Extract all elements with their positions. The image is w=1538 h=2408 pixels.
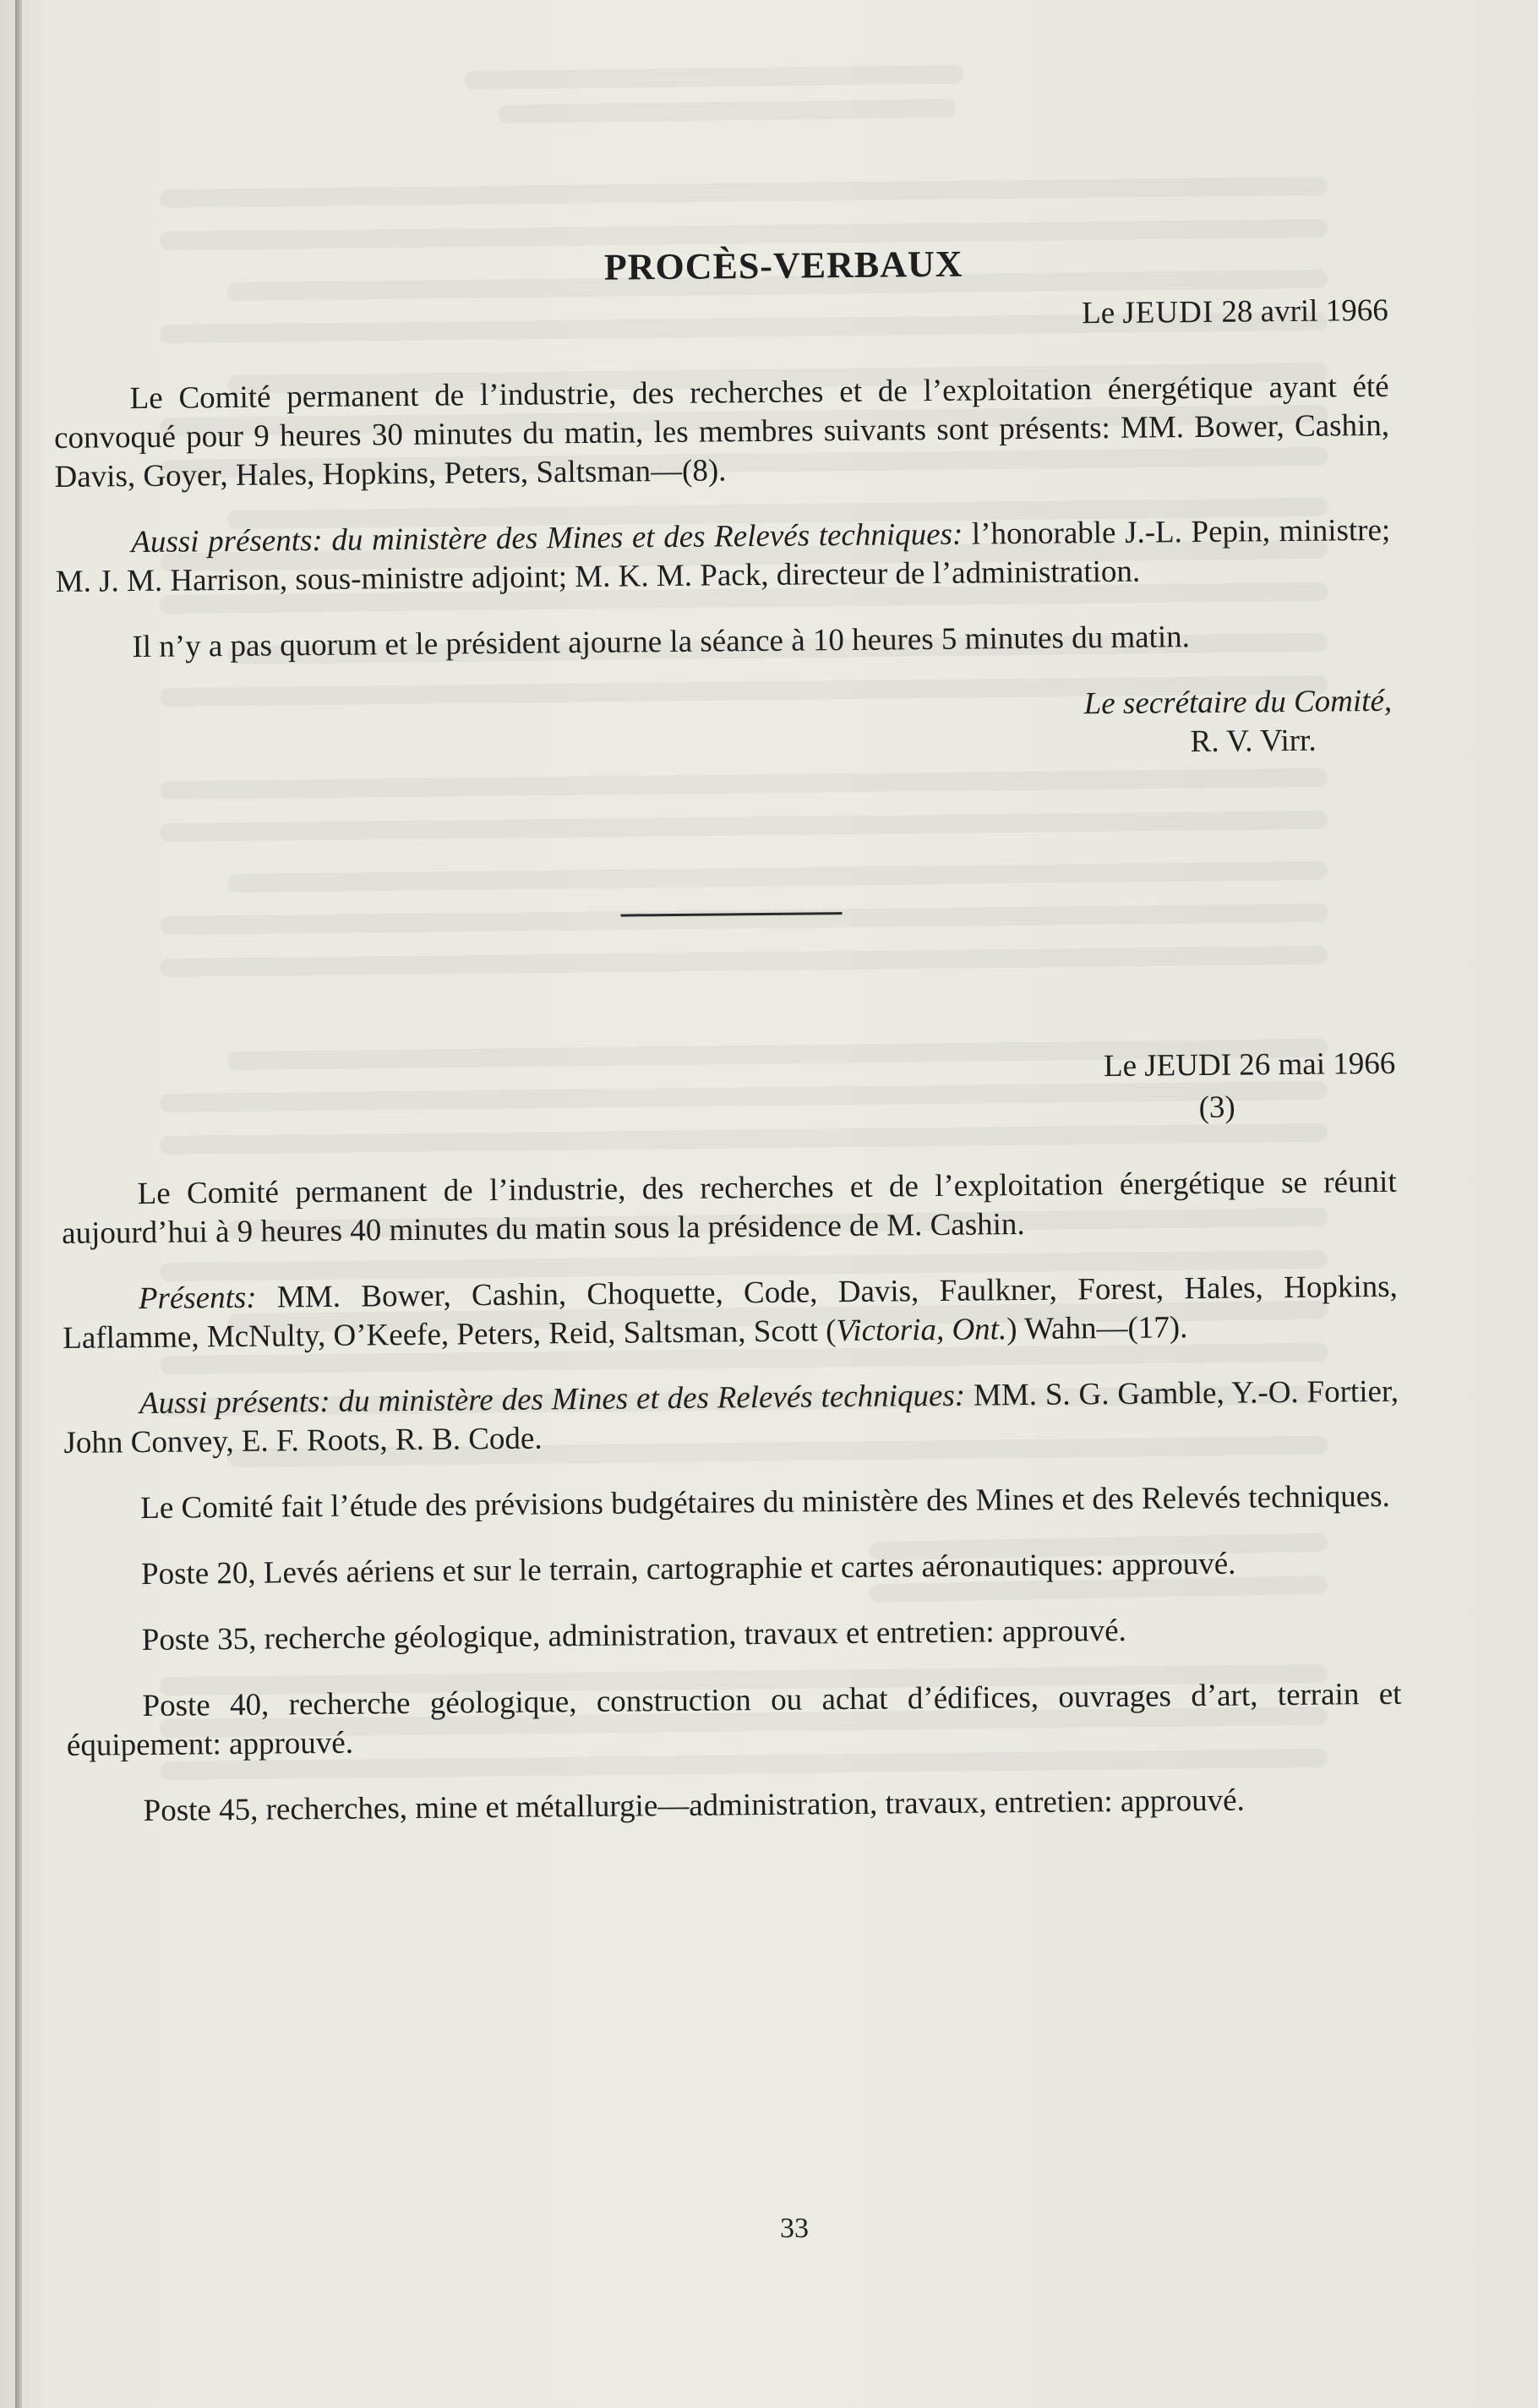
session2-paragraph-opening: Le Comité permanent de l’industrie, des recherches et de l’exploitation énergétique se réunit aujourd’hui à 9 heures 40 minutes du matin sous la présidence de M. Cashin. xyxy=(61,1164,1397,1251)
session2-date-day: JEUDI xyxy=(1144,1047,1232,1084)
session2-paragraph-item-45: Poste 45, recherches, mine et métallurgie—administration, travaux, entretien: approuvé. xyxy=(143,1783,1245,1829)
session2-meeting-number: (3) xyxy=(1198,1089,1235,1126)
session2-also-present-names: MM. S. G. Gamble, Y.-O. Fortier, John Convey, E. F. Roots, R. B. Code. xyxy=(63,1373,1399,1461)
session1-also-present-names: l’honorable J.-L. Pepin, ministre; M. J. M. Harrison, sous-ministre adjoint; M. K. M. Pack, directeur de l’administration. xyxy=(55,512,1391,599)
session2-paragraph-estimates: Le Comité fait l’étude des prévisions budgétaires du ministère des Mines et des Relevés techniques. xyxy=(140,1478,1390,1526)
session1-signature-title: Le secrétaire du Comité, xyxy=(1083,683,1393,722)
document-body xyxy=(52,241,1403,1859)
session2-present-names-b: ) Wahn—(17). xyxy=(1006,1310,1188,1347)
document-title: PROCÈS-VERBAUX xyxy=(603,243,963,288)
session1-date-prefix: Le xyxy=(1081,295,1115,331)
session1-date-day: JEUDI xyxy=(1122,294,1214,330)
session1-paragraph-also-present xyxy=(55,511,1391,602)
session1-signature-name: R. V. Virr. xyxy=(1190,723,1317,760)
session2-present-label: Présents: xyxy=(138,1280,257,1317)
session1-paragraph-adjourn: Il n’y a pas quorum et le président ajourne la séance à 10 heures 5 minutes du matin. xyxy=(132,620,1191,665)
session2-date-prefix: Le xyxy=(1103,1048,1137,1084)
session1-date xyxy=(53,292,1388,343)
section-divider-rule xyxy=(621,912,843,917)
session2-also-present-label: Aussi présents: du ministère des Mines et des Relevés techniques: xyxy=(139,1378,966,1422)
session2-paragraph-also-present xyxy=(63,1373,1399,1463)
session2-present-names-a: MM. Bower, Cashin, Choquette, Code, Davis, Faulkner, Forest, Hales, Hopkins, Laflamme, McNulty, O’Keefe, Peters, Reid, Saltsman, Scott ( xyxy=(63,1269,1399,1356)
session1-paragraph-convocation: Le Comité permanent de l’industrie, des recherches et de l’exploitation énergétique ayant été convoqué pour 9 heures 30 minutes du matin, les membres suivants sont présents: MM. Bower, Cashin, Davis, Goyer, Hales, Hopkins, Peters, Saltsman—(8). xyxy=(53,369,1390,494)
session2-paragraph-item-40: Poste 40, recherche géologique, construction ou achat d’édifices, ouvrages d’art, terrain et équipement: approuvé. xyxy=(66,1676,1402,1763)
page-number: 33 xyxy=(780,2213,809,2244)
session1-date-rest: 28 avril 1966 xyxy=(1221,292,1388,330)
session2-date-rest: 26 mai 1966 xyxy=(1239,1046,1396,1083)
session1-also-present-label: Aussi présents: du ministère des Mines et des Relevés techniques: xyxy=(131,516,963,560)
session2-paragraph-present xyxy=(63,1268,1399,1358)
session2-present-riding: Victoria, Ont. xyxy=(836,1312,1007,1349)
session2-paragraph-item-35: Poste 35, recherche géologique, administration, travaux et entretien: approuvé. xyxy=(141,1613,1127,1658)
page-binding-edge xyxy=(15,0,22,2408)
session2-paragraph-item-20: Poste 20, Levés aériens et sur le terrain, cartographie et cartes aéronautiques: approuvé. xyxy=(140,1546,1236,1592)
